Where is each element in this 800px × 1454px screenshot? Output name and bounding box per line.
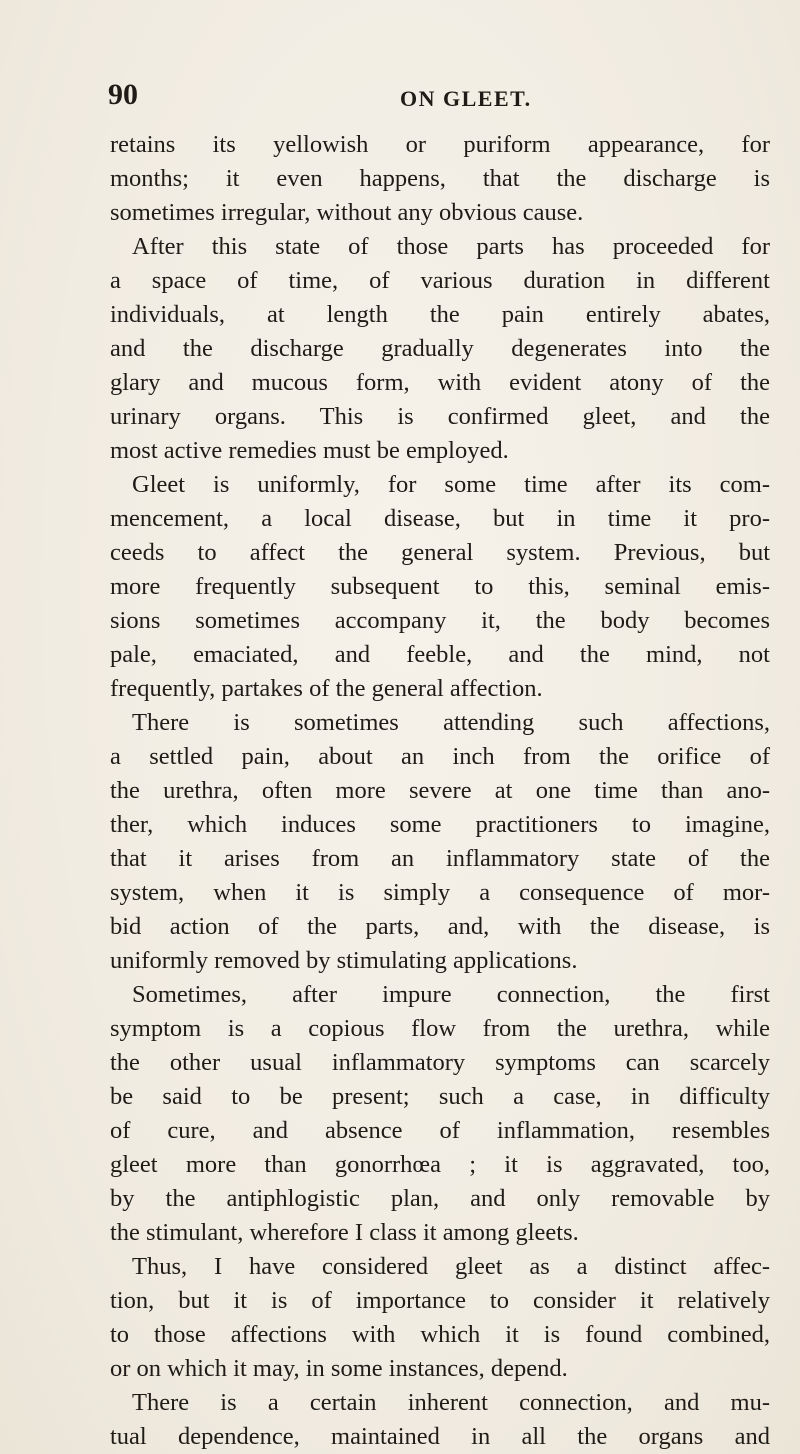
text-line: glary and mucous form, with evident atony of the (110, 369, 770, 396)
text-line: There is sometimes attending such affections, (132, 709, 770, 736)
text-line: and the discharge gradually degenerates into the (110, 335, 770, 362)
text-line: a settled pain, about an inch from the orifice of (110, 743, 770, 770)
text-line: retains its yellowish or puriform appearance, for (110, 131, 770, 158)
text-line: individuals, at length the pain entirely abates, (110, 301, 770, 328)
text-line: ceeds to affect the general system. Previous, but (110, 539, 770, 566)
text-line: tion, but it is of importance to consider it relatively (110, 1287, 770, 1314)
text-line: ther, which induces some practitioners to imagine, (110, 811, 770, 838)
text-line: more frequently subsequent to this, seminal emis- (110, 573, 770, 600)
text-line: gleet more than gonorrhœa ; it is aggravated, too, (110, 1151, 770, 1178)
text-line: tual dependence, maintained in all the organs and (110, 1423, 770, 1450)
text-line: to those affections with which it is found combined, (110, 1321, 770, 1348)
text-line: There is a certain inherent connection, and mu- (132, 1389, 770, 1416)
text-line: be said to be present; such a case, in difficulty (110, 1083, 770, 1110)
text-line: of cure, and absence of inflammation, resembles (110, 1117, 770, 1144)
text-line: urinary organs. This is confirmed gleet, and the (110, 403, 770, 430)
text-line: pale, emaciated, and feeble, and the mind, not (110, 641, 770, 668)
text-line: the other usual inflammatory symptoms can scarcely (110, 1049, 770, 1076)
text-line: the urethra, often more severe at one time than ano- (110, 777, 770, 804)
text-line: bid action of the parts, and, with the disease, is (110, 913, 770, 940)
text-line: months; it even happens, that the discharge is (110, 165, 770, 192)
text-line: Gleet is uniformly, for some time after its com- (132, 471, 770, 498)
text-line: Sometimes, after impure connection, the first (132, 981, 770, 1008)
text-line: frequently, partakes of the general affection. (110, 675, 543, 702)
text-line: sions sometimes accompany it, the body becomes (110, 607, 770, 634)
text-line: the stimulant, wherefore I class it among gleets. (110, 1219, 579, 1246)
body-text (110, 128, 770, 1454)
text-line: by the antiphlogistic plan, and only removable by (110, 1185, 770, 1212)
text-line: mencement, a local disease, but in time it pro- (110, 505, 770, 532)
text-line: system, when it is simply a consequence of mor- (110, 879, 770, 906)
text-line: Thus, I have considered gleet as a distinct affec- (132, 1253, 770, 1280)
text-line: a space of time, of various duration in different (110, 267, 770, 294)
text-line: sometimes irregular, without any obvious cause. (110, 199, 584, 226)
text-line: symptom is a copious flow from the urethra, while (110, 1015, 770, 1042)
text-line: After this state of those parts has proceeded for (132, 233, 770, 260)
running-head: ON GLEET. (400, 86, 532, 111)
page-header (108, 78, 748, 118)
page-number: 90 (108, 78, 138, 111)
text-line: that it arises from an inflammatory state of the (110, 845, 770, 872)
text-line: uniformly removed by stimulating applications. (110, 947, 578, 974)
text-line: most active remedies must be employed. (110, 437, 509, 464)
text-line: or on which it may, in some instances, depend. (110, 1355, 568, 1382)
